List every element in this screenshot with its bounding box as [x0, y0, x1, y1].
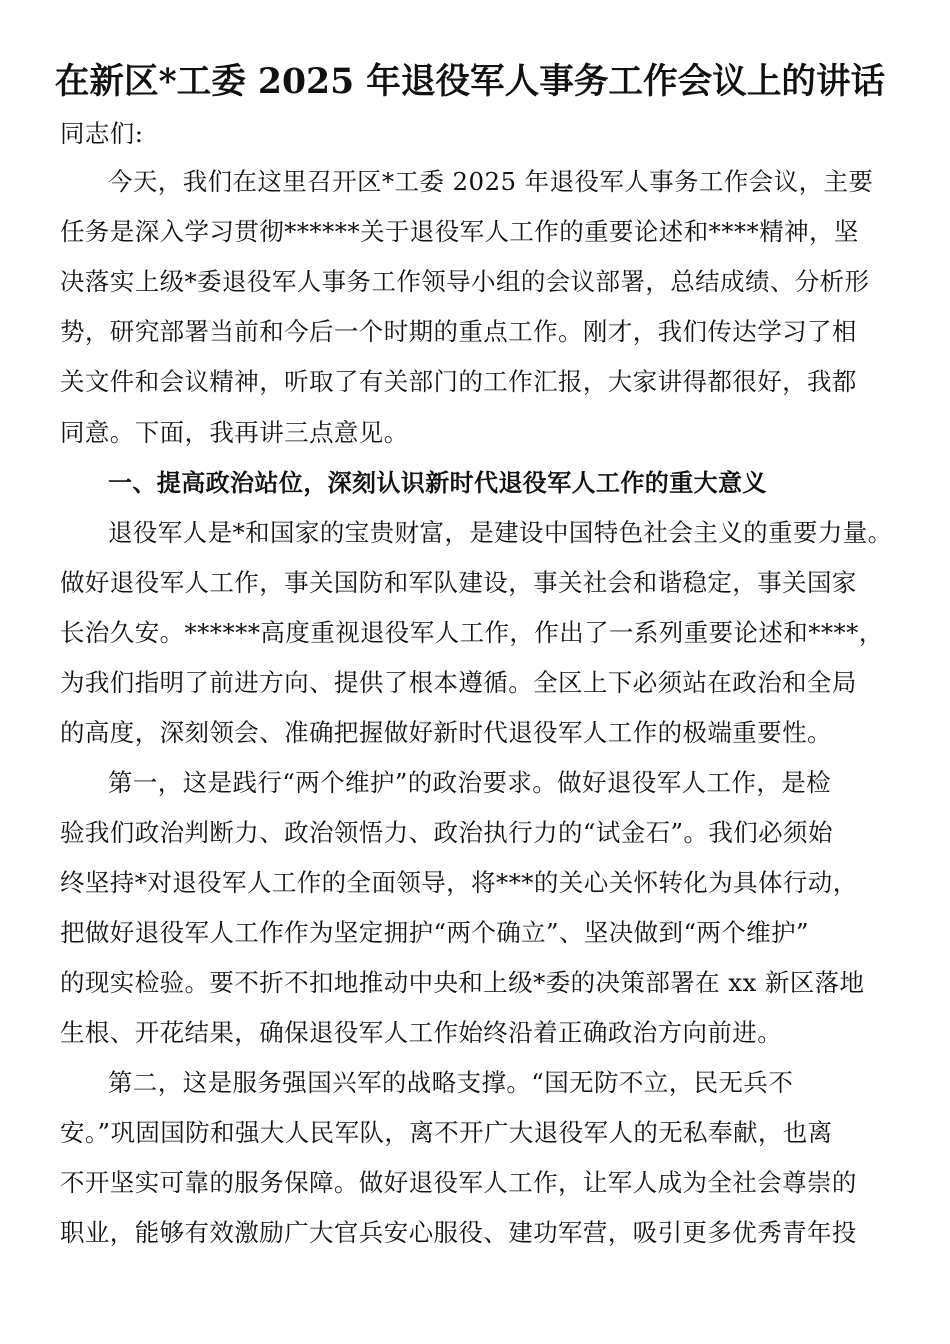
paragraph-line: 任务是深入学习贯彻******关于退役军人工作的重要论述和****精神，坚 — [60, 217, 859, 246]
paragraph-line: 第一，这是践行“两个维护”的政治要求。做好退役军人工作，是检 — [108, 768, 832, 797]
paragraph-line: 关文件和会议精神，听取了有关部门的工作汇报，大家讲得都很好，我都 — [60, 367, 857, 396]
paragraph-line: 第二，这是服务强国兴军的战略支撑。“国无防不立，民无兵不 — [108, 1068, 794, 1097]
paragraph-line: 生根、开花结果，确保退役军人工作始终沿着正确政治方向前进。 — [60, 1018, 783, 1047]
section-heading: 一、提高政治站位，深刻认识新时代退役军人工作的重大意义 — [108, 469, 767, 497]
paragraph-line: 为我们指明了前进方向、提供了根本遵循。全区上下必须站在政治和全局 — [60, 668, 857, 697]
paragraph-line: 的高度，深刻领会、准确把握做好新时代退役军人工作的极端重要性。 — [60, 718, 832, 747]
paragraph-line: 验我们政治判断力、政治领悟力、政治执行力的“试金石”。我们必须始 — [60, 818, 833, 847]
paragraph-line: 同意。下面，我再讲三点意见。 — [60, 418, 409, 447]
paragraph-line: 今天，我们在这里召开区*工委 2025 年退役军人事务工作会议，主要 — [108, 167, 874, 196]
paragraph-line: 不开坚实可靠的服务保障。做好退役军人工作，让军人成为全社会尊崇的 — [60, 1168, 857, 1197]
paragraph-line: 的现实检验。要不折不扣地推动中央和上级*委的决策部署在 xx 新区落地 — [60, 968, 865, 997]
salutation: 同志们: — [60, 119, 144, 148]
paragraph-line: 终坚持*对退役军人工作的全面领导，将***的关心关怀转化为具体行动， — [60, 868, 858, 897]
paragraph-line: 长治久安。******高度重视退役军人工作，作出了一系列重要论述和****， — [60, 618, 884, 647]
paragraph-line: 退役军人是*和国家的宝贵财富，是建设中国特色社会主义的重要力量。 — [108, 518, 893, 547]
paragraph-line: 势，研究部署当前和今后一个时期的重点工作。刚才，我们传达学习了相 — [60, 317, 857, 346]
paragraph-line: 做好退役军人工作，事关国防和军队建设，事关社会和谐稳定，事关国家 — [60, 568, 857, 597]
paragraph-line: 决落实上级*委退役军人事务工作领导小组的会议部署，总结成绩、分析形 — [60, 267, 870, 296]
paragraph-line: 安。”巩固国防和强大人民军队，离不开广大退役军人的无私奉献，也离 — [60, 1118, 833, 1147]
document-title: 在新区*工委 2025 年退役军人事务工作会议上的讲话 — [54, 61, 886, 102]
paragraph-line: 把做好退役军人工作作为坚定拥护“两个确立”、坚决做到“两个维护” — [60, 918, 809, 947]
paragraph-line: 职业，能够有效激励广大官兵安心服役、建功军营，吸引更多优秀青年投 — [60, 1218, 857, 1247]
